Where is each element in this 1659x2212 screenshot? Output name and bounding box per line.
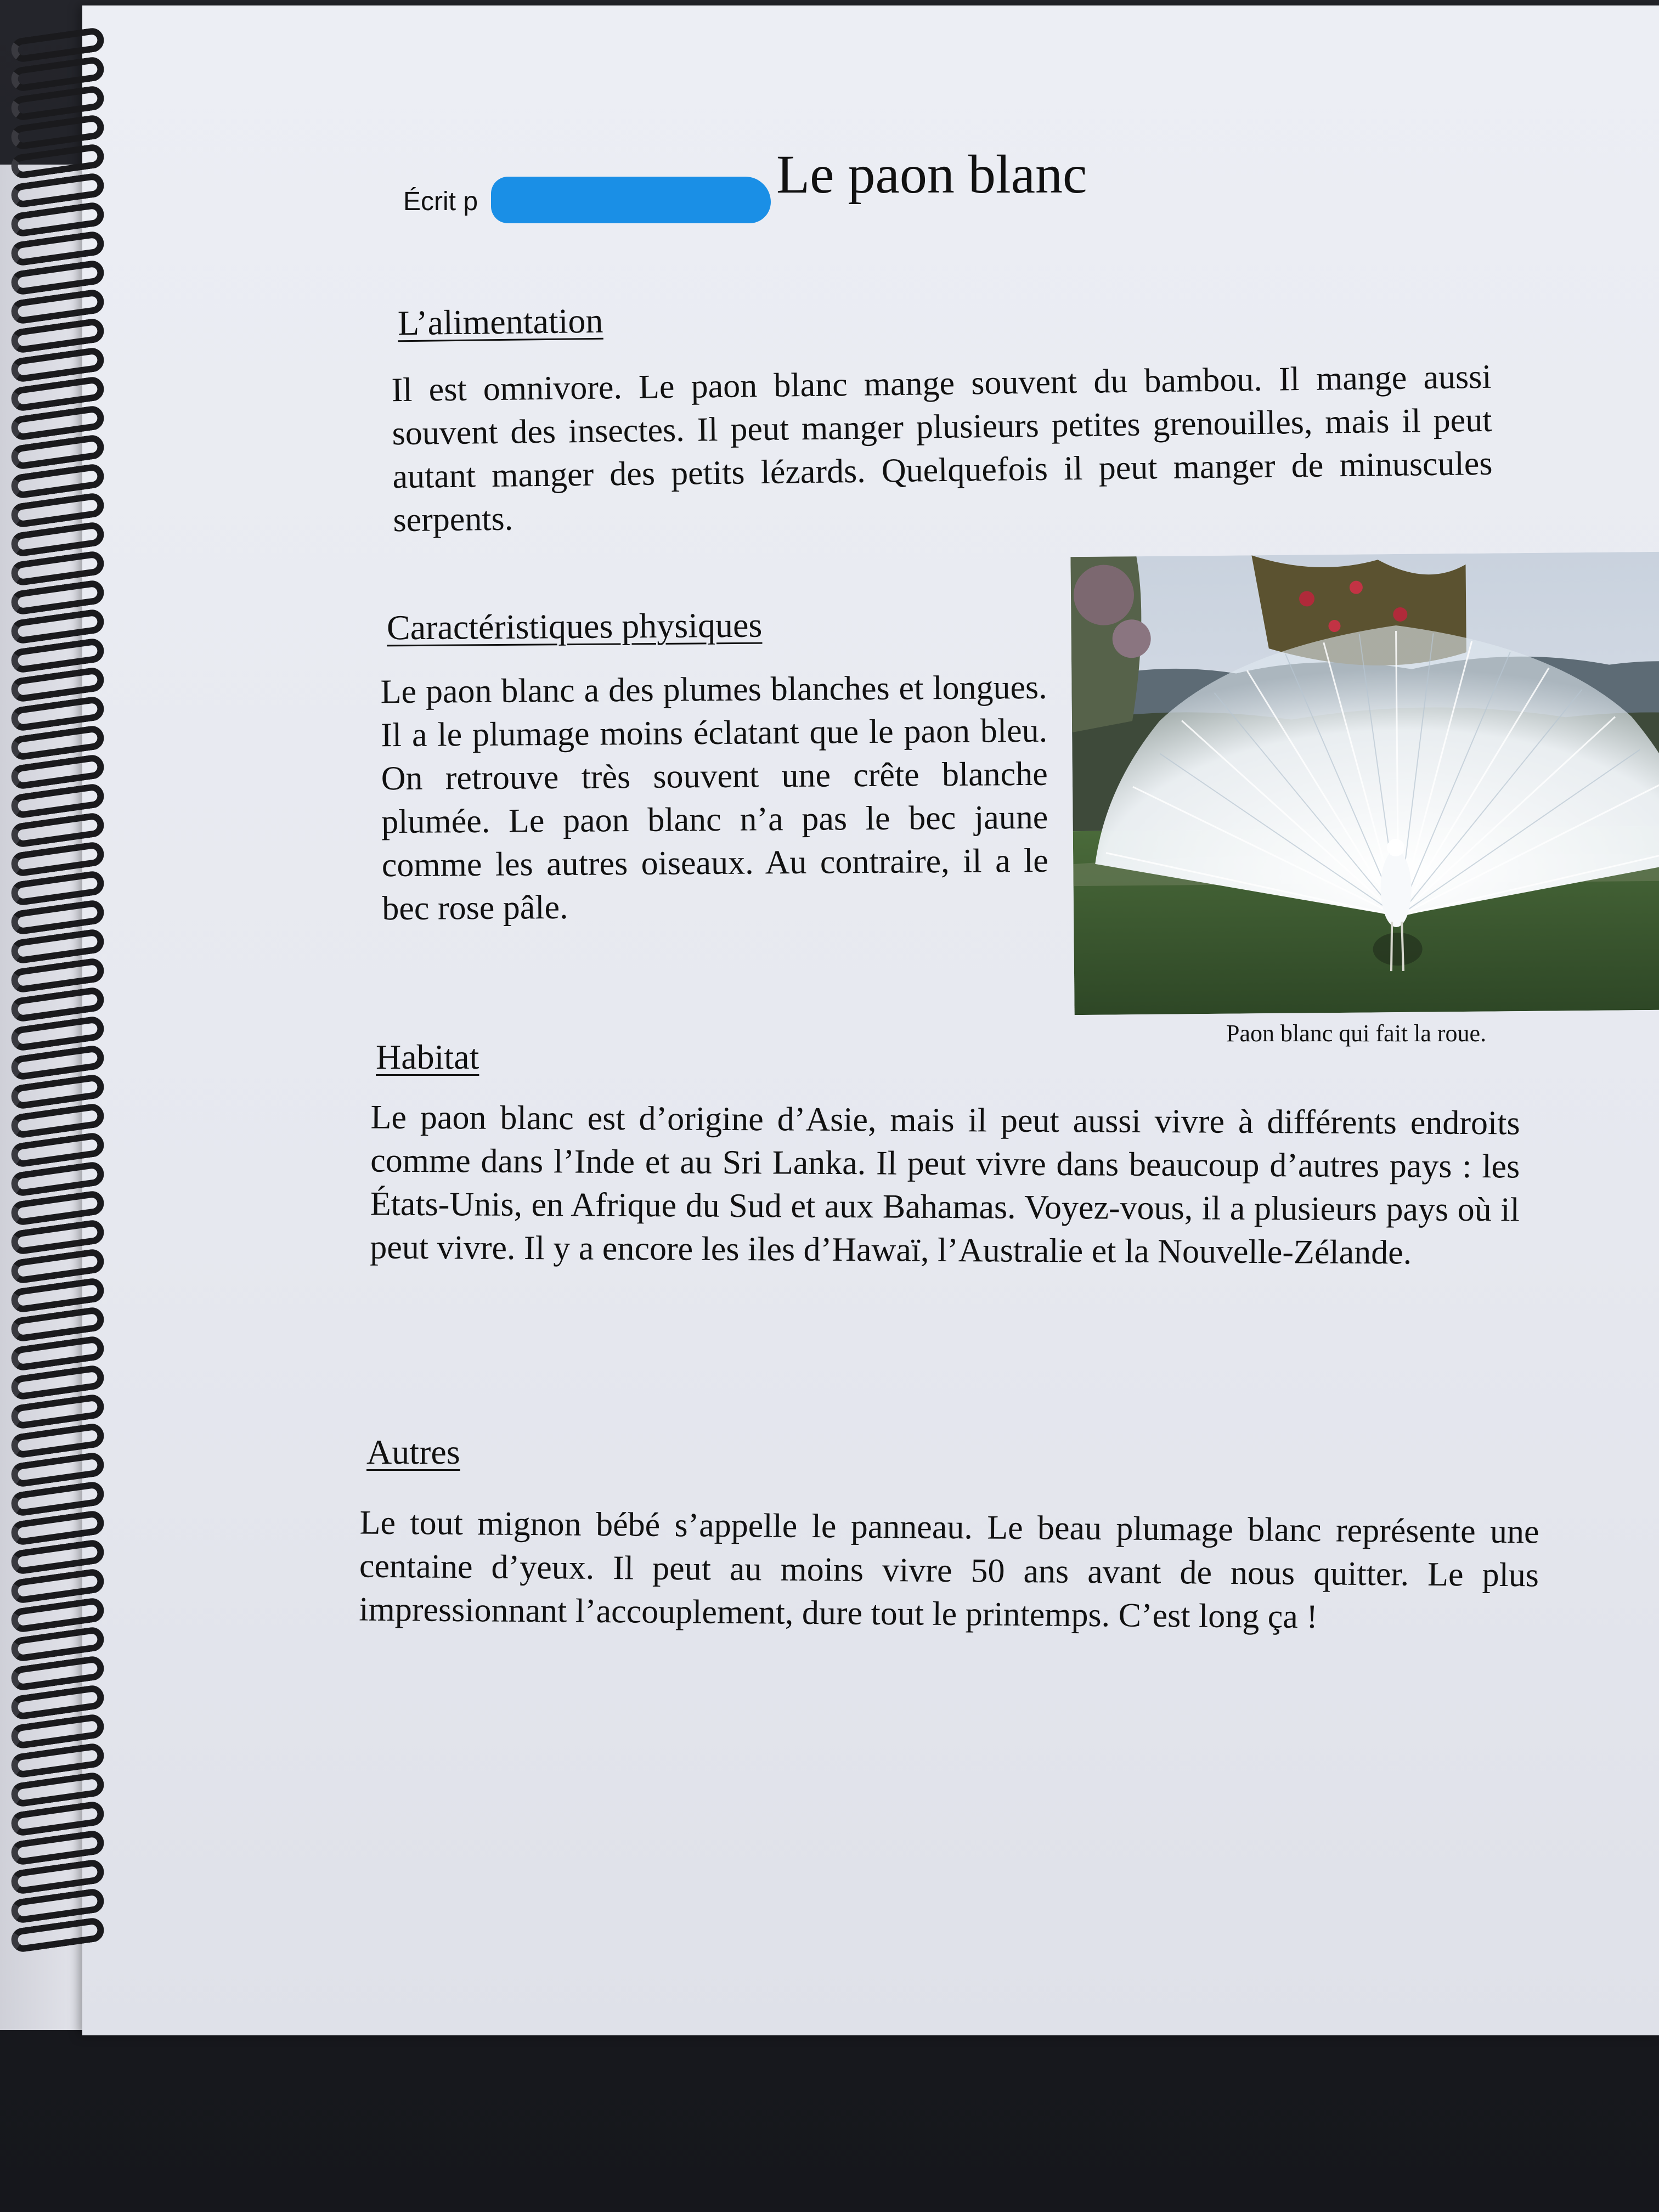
document-page xyxy=(82,5,1659,2035)
author-label: Écrit p xyxy=(403,187,478,216)
page-title: Le paon blanc xyxy=(776,144,1087,205)
redaction-mark xyxy=(491,177,771,223)
paragraph-autres: Le tout mignon bébé s’appelle le panneau. Le beau plumage blanc représente une centaine d’yeux. Il peut au moins vivre 50 ans avant de nous quitter. Le plus impressionnant l’accouplement, dure tout le printemps. C’est long ça ! xyxy=(359,1504,1539,1636)
heading-autres: Autres xyxy=(366,1432,460,1471)
heading-habitat: Habitat xyxy=(376,1037,479,1076)
spiral-binding xyxy=(0,33,110,1986)
heading-alimentation: L’alimentation xyxy=(397,301,603,343)
paragraph-habitat: Le paon blanc est d’origine d’Asie, mais il peut aussi vivre à différents endroits comme dans l’Inde et au Sri Lanka. Il peut vivre dans beaucoup d’autres pays : les États-Unis, en Afrique du Sud et aux Bahamas. Voyez-vous, il a plusieurs pays où il peut vivre. Il y a encore les iles d’Hawaï, l’Australie et la Nouvelle-Zélande. xyxy=(370,1098,1520,1272)
peacock-photo xyxy=(1070,551,1659,1015)
paragraph-caracteristiques: Le paon blanc a des plumes blanches et longues. Il a le plumage moins éclatant que le paon bleu. On retrouve très souvent une crête blanche plumée. Le paon blanc n’a pas le bec jaune comme les autres oiseaux. Au contraire, il a le bec rose pâle. xyxy=(380,668,1049,928)
photo-caption: Paon blanc qui fait la roue. xyxy=(1226,1020,1487,1047)
heading-caracteristiques: Caractéristiques physiques xyxy=(386,605,763,647)
paragraph-alimentation: Il est omnivore. Le paon blanc mange souvent du bambou. Il mange aussi souvent des insectes. Il peut manger plusieurs petites grenouilles, mais il peut autant manger des petits lézards. Quelquefois il peut manger de minuscules serpents. xyxy=(391,358,1493,539)
